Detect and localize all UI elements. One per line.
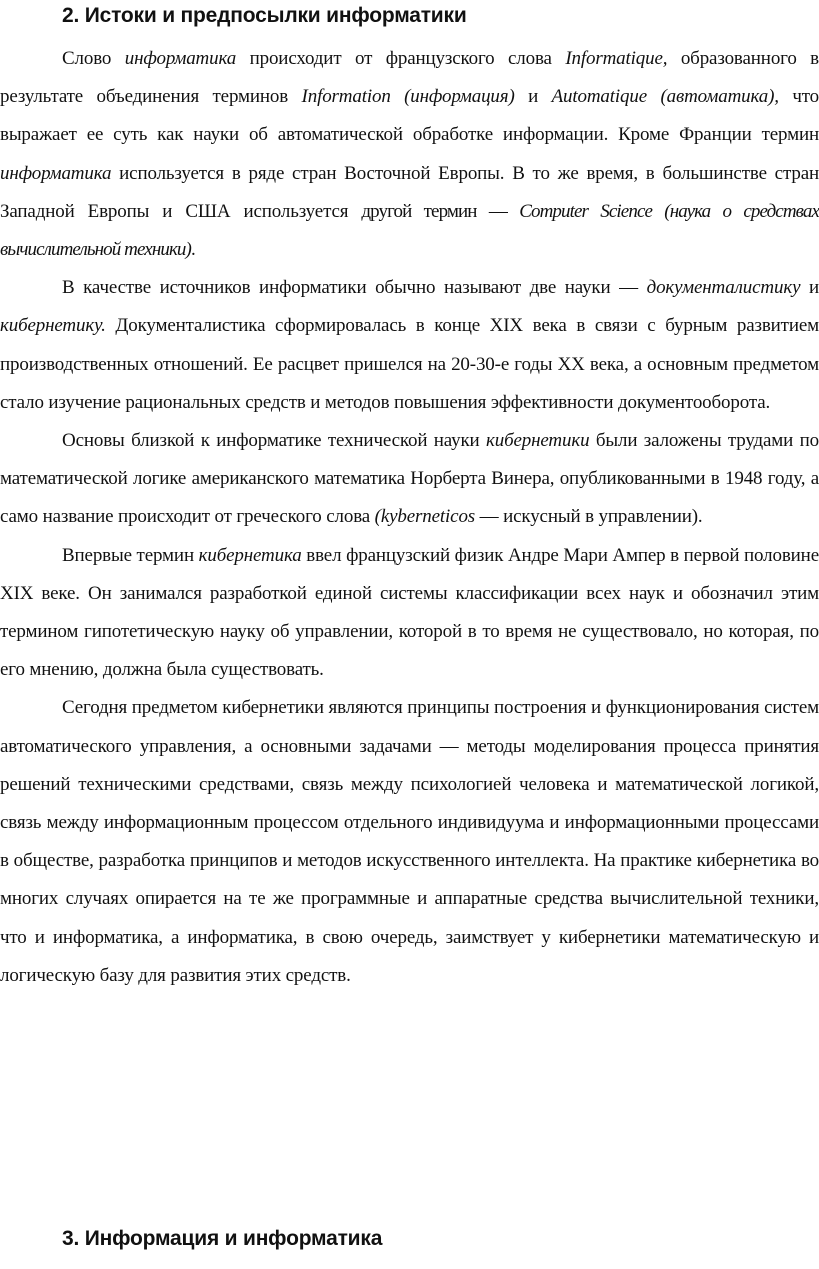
section-2-heading: 2. Истоки и предпосылки информатики [62,4,467,27]
p1-text-1: Слово [62,48,125,69]
paragraph-4 [0,537,819,690]
p2-term-kibernetika: кибернетику. [0,315,106,337]
p3-text-1: Основы близкой к информатике технической науки [62,430,486,452]
p3-text-3: — искусный в управлении). [475,506,703,528]
p1-text-6: используется в ряде стран Восточной Европы. В то же время, в большинстве стран Западной Европы и США используется [0,162,819,222]
p4-term-kibernetika: кибернетика [198,544,302,566]
section-2-body [0,40,819,995]
section-3-heading: 3. Информация и информатика [62,1227,383,1250]
p3-text-2: были заложены трудами по математической логике американского математика Норберта Винера, опубликованными в 1948 году, а само название происходит от греческого слова [0,430,819,528]
p1-term-informatique: Informatique, [565,48,668,69]
p1-text-3: образованного в результате объединения терминов [0,48,819,108]
paragraph-5: Сегодня предметом кибернетики являются принципы построения и функционирования систем автоматического управления, а основными задачами — методы моделирования процесса принятия решений техническими средствами, связь между психологией человека и математической логикой, связь между информационным процессом отдельного индивидуума и информационными процессами в обществе, разработка принципов и методов искусственного интеллекта. На практике кибернетика во многих случаях опирается на те же программные и аппаратные средства вычислительной техники, что и информатика, а информатика, в свою очередь, заимствует у кибернетики математическую и логическую базу для развития этих средств. [0,697,819,986]
p2-text-3: Документалистика сформировалась в конце XIX века в связи с бурным развитием производственных отношений. Ее расцвет пришелся на 20-30-е годы XX века, а основным предметом стало изучение рациональных средств и методов повышения эффективности документооборота. [0,315,819,413]
p1-term-informatika: информатика [124,48,237,69]
p4-text-2: ввел французский физик Андре Мари Ампер в первой половине XIX веке. Он занимался разработкой единой системы классификации всех наук и обозначил этим термином гипотетическую науку об управлении, которой в то время не существовало, но которая, по его мнению, должна была существовать. [0,544,819,681]
p1-term-computer-science: Computer Science (наука о средствах вычислительной техники) [0,200,819,261]
p1-text-2: происходит от французского слова [236,48,566,69]
paragraph-3 [0,422,819,537]
p1-text-8: . [190,239,196,261]
p1-term-informatika-2: информатика [0,162,112,184]
p4-text-1: Впервые термин [62,544,199,566]
p1-text-5: что выражает ее суть как науки об автоматической обработке информации. Кроме Франции термин [0,86,819,146]
p3-term-kyberneticos: (kyberneticos [374,506,476,528]
p1-term-information: Information (информация) [301,86,515,108]
paragraph-2 [0,269,819,422]
p2-text-2: и [800,277,819,299]
p1-text-7: другой термин — [361,200,520,222]
p1-term-automatique: Automatique (автоматика), [551,86,779,108]
p2-term-documentalistika: документалистику [646,277,801,299]
p3-term-kibernetiki: кибернетики [486,430,590,452]
paragraph-1 [0,40,819,269]
p2-text-1: В качестве источников информатики обычно называют две науки — [62,277,647,299]
p1-text-4: и [514,86,552,108]
